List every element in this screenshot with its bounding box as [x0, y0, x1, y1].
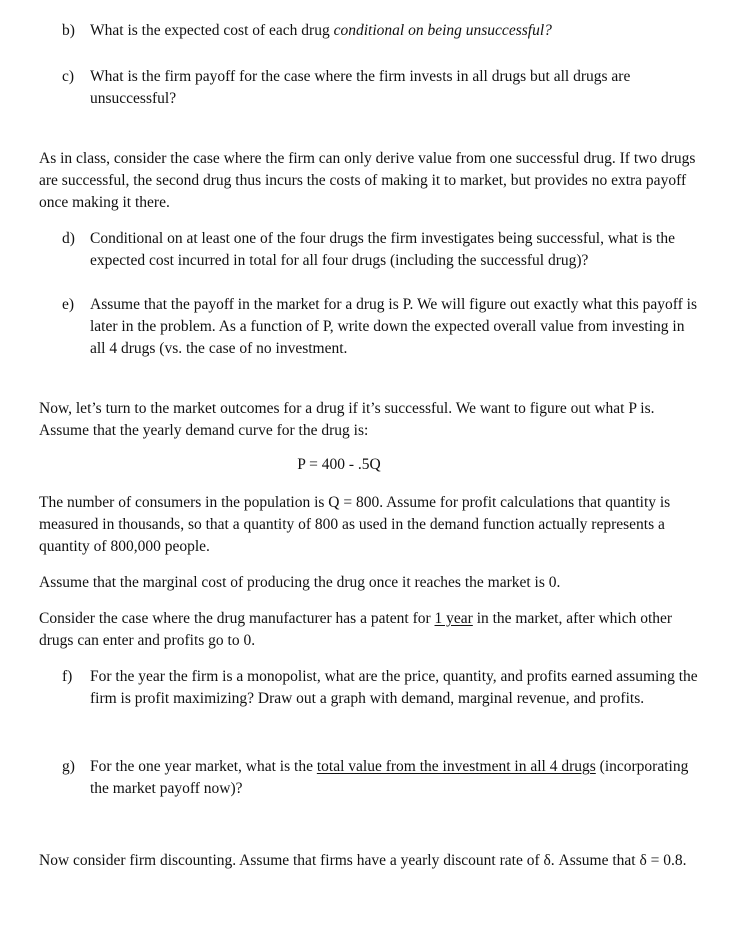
patent-duration-underlined: 1 year [434, 610, 473, 627]
paragraph-patent-post: in the market, after which other drugs can enter and profits go to 0. [39, 610, 673, 649]
question-b-marker: b) [62, 22, 75, 39]
question-f-text: For the year the firm is a monopolist, what are the price, quantity, and profits earned assuming the firm is profit maximizing? Draw out a graph with demand, marginal revenue, and profits. [90, 668, 698, 707]
question-g [62, 756, 702, 800]
question-d-marker: d) [62, 230, 75, 247]
question-b-text-plain: What is the expected cost of each drug [90, 22, 334, 39]
question-f [62, 666, 702, 710]
paragraph-market-outcomes: Now, let’s turn to the market outcomes for a drug if it’s successful. We want to figure out what P is. Assume that the yearly demand curve for the drug is: [39, 400, 655, 439]
question-g-text-post: (incorporating the market payoff now)? [90, 758, 689, 797]
question-g-marker: g) [62, 758, 75, 775]
paragraph-single-drug-value: As in class, consider the case where the firm can only derive value from one successful drug. If two drugs are successful, the second drug thus incurs the costs of making it to market, but provides no extra payoff once making it there. [39, 150, 696, 211]
question-c [62, 66, 702, 110]
paragraph-marginal-cost: Assume that the marginal cost of producing the drug once it reaches the market is 0. [39, 574, 561, 591]
question-g-text-underlined: total value from the investment in all 4 drugs [316, 758, 596, 775]
question-g-text-pre: For the one year market, what is the [90, 758, 317, 775]
paragraph-consumers: The number of consumers in the population is Q = 800. Assume for profit calculations that quantity is measured in thousands, so that a quantity of 800 as used in the demand function actually represents a quantity of 800,000 people. [39, 494, 671, 555]
question-b-text [90, 20, 702, 42]
question-d [62, 228, 702, 272]
question-d-text: Conditional on at least one of the four drugs the firm investigates being successful, what is the expected cost incurred in total for all four drugs (including the successful drug)? [90, 230, 675, 269]
question-e-text: Assume that the payoff in the market for a drug is P. We will figure out exactly what this payoff is later in the problem. As a function of P, write down the expected overall value from investing in all 4 drugs (vs. the case of no investment. [90, 296, 698, 357]
question-c-marker: c) [62, 68, 75, 85]
question-g-text [90, 756, 702, 800]
paragraph-patent [39, 608, 703, 652]
demand-curve-formula-text: P = 400 - .5Q [297, 456, 381, 473]
paragraph-patent-pre: Consider the case where the drug manufacturer has a patent for [39, 610, 435, 627]
question-e-marker: e) [62, 296, 75, 313]
paragraph-discounting: Now consider firm discounting. Assume that firms have a yearly discount rate of δ. Assume that δ = 0.8. [39, 852, 687, 869]
question-c-text: What is the firm payoff for the case where the firm invests in all drugs but all drugs are unsuccessful? [90, 68, 631, 107]
question-b-text-italic: conditional on being unsuccessful? [333, 22, 552, 39]
question-b [62, 20, 702, 42]
question-f-marker: f) [62, 668, 73, 685]
demand-curve-formula [0, 454, 738, 476]
question-e [62, 294, 702, 360]
